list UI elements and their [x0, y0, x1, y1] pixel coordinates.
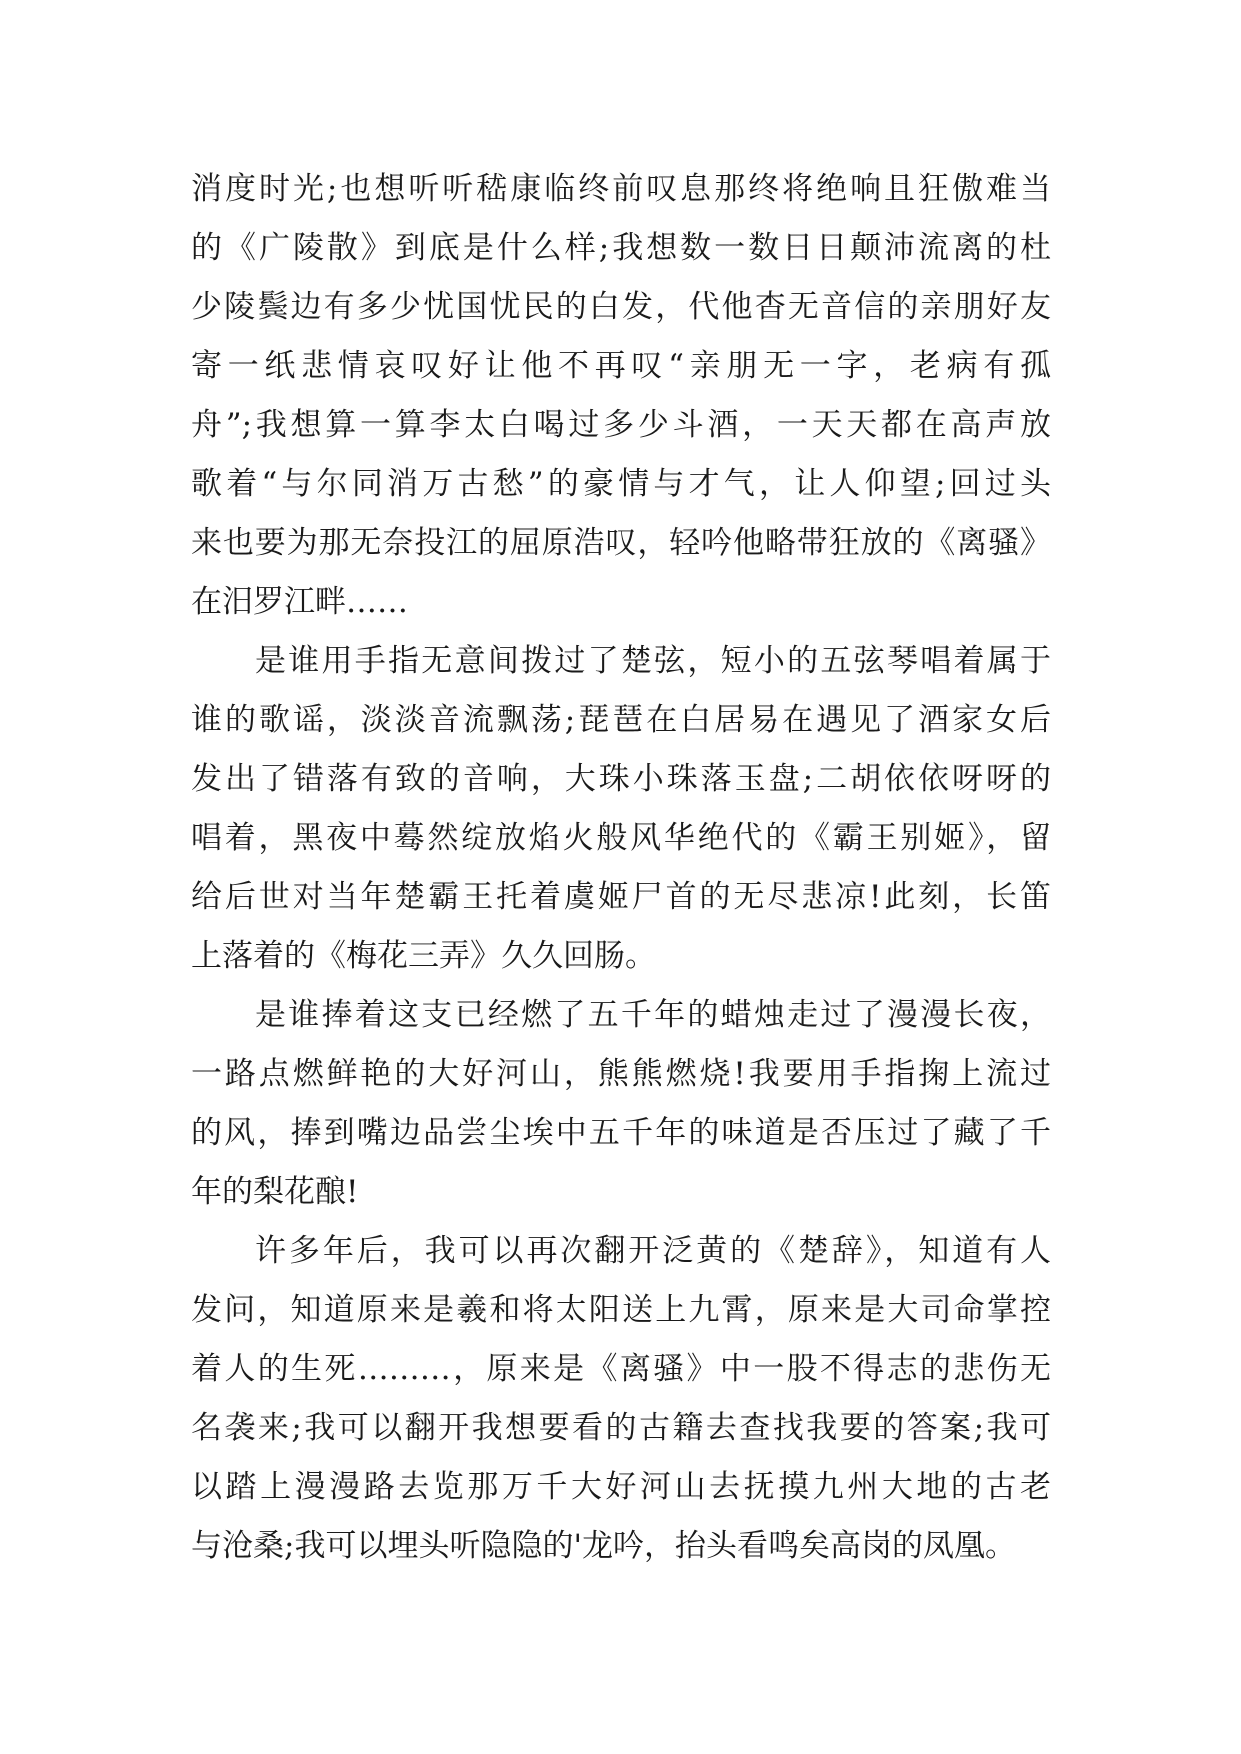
- text-line: 是谁捧着这支已经燃了五千年的蜡烛走过了漫漫长夜，: [255, 997, 1051, 1033]
- text-line: 上落着的《梅花三弄》久久回肠。: [191, 938, 656, 974]
- text-line: 发出了错落有致的音响，大珠小珠落玉盘;二胡依依呀呀的: [191, 761, 1051, 797]
- text-line: 许多年后，我可以再次翻开泛黄的《楚辞》，知道有人: [255, 1233, 1051, 1269]
- text-line: 年的梨花酿!: [191, 1174, 359, 1210]
- text-line: 着人的生死………，原来是《离骚》中一股不得志的悲伤无: [191, 1351, 1051, 1387]
- text-line: 以踏上漫漫路去览那万千大好河山去抚摸九州大地的古老: [191, 1469, 1051, 1505]
- text-line: 唱着，黑夜中蓦然绽放焰火般风华绝代的《霸王别姬》，留: [191, 820, 1051, 856]
- text-line: 在汨罗江畔……: [191, 584, 408, 620]
- text-line: 舟”;我想算一算李太白喝过多少斗酒，一天天都在高声放: [191, 407, 1051, 443]
- essay-body: [191, 160, 1051, 1576]
- text-line: 给后世对当年楚霸王托着虞姬尸首的无尽悲凉!此刻，长笛: [191, 879, 1051, 915]
- text-line: 歌着“与尔同消万古愁”的豪情与才气，让人仰望;回过头: [191, 466, 1051, 502]
- text-line: 的风，捧到嘴边品尝尘埃中五千年的味道是否压过了藏了千: [191, 1115, 1051, 1151]
- text-line: 名袭来;我可以翻开我想要看的古籍去查找我要的答案;我可: [191, 1410, 1051, 1446]
- text-line: 少陵鬓边有多少忧国忧民的白发，代他杳无音信的亲朋好友: [191, 289, 1051, 325]
- text-line: 消度时光;也想听听嵇康临终前叹息那终将绝响且狂傲难当: [191, 171, 1051, 207]
- text-line: 寄一纸悲情哀叹好让他不再叹“亲朋无一字，老病有孤: [191, 348, 1051, 384]
- text-line: 的《广陵散》到底是什么样;我想数一数日日颠沛流离的杜: [191, 230, 1051, 266]
- text-line: 来也要为那无奈投江的屈原浩叹，轻吟他略带狂放的《离骚》: [191, 525, 1051, 561]
- paragraph-2: [191, 632, 1051, 986]
- text-line: 发问，知道原来是羲和将太阳送上九霄，原来是大司命掌控: [191, 1292, 1051, 1328]
- paragraph-3: [191, 986, 1051, 1222]
- paragraph-4: [191, 1222, 1051, 1576]
- text-line: 是谁用手指无意间拨过了楚弦，短小的五弦琴唱着属于: [255, 643, 1051, 679]
- paragraph-1: [191, 160, 1051, 632]
- text-line: 与沧桑;我可以埋头听隐隐的'龙吟，抬头看鸣矣高岗的凤凰。: [191, 1528, 1016, 1564]
- text-line: 谁的歌谣，淡淡音流飘荡;琵琶在白居易在遇见了酒家女后: [191, 702, 1051, 738]
- text-line: 一路点燃鲜艳的大好河山，熊熊燃烧!我要用手指掬上流过: [191, 1056, 1051, 1092]
